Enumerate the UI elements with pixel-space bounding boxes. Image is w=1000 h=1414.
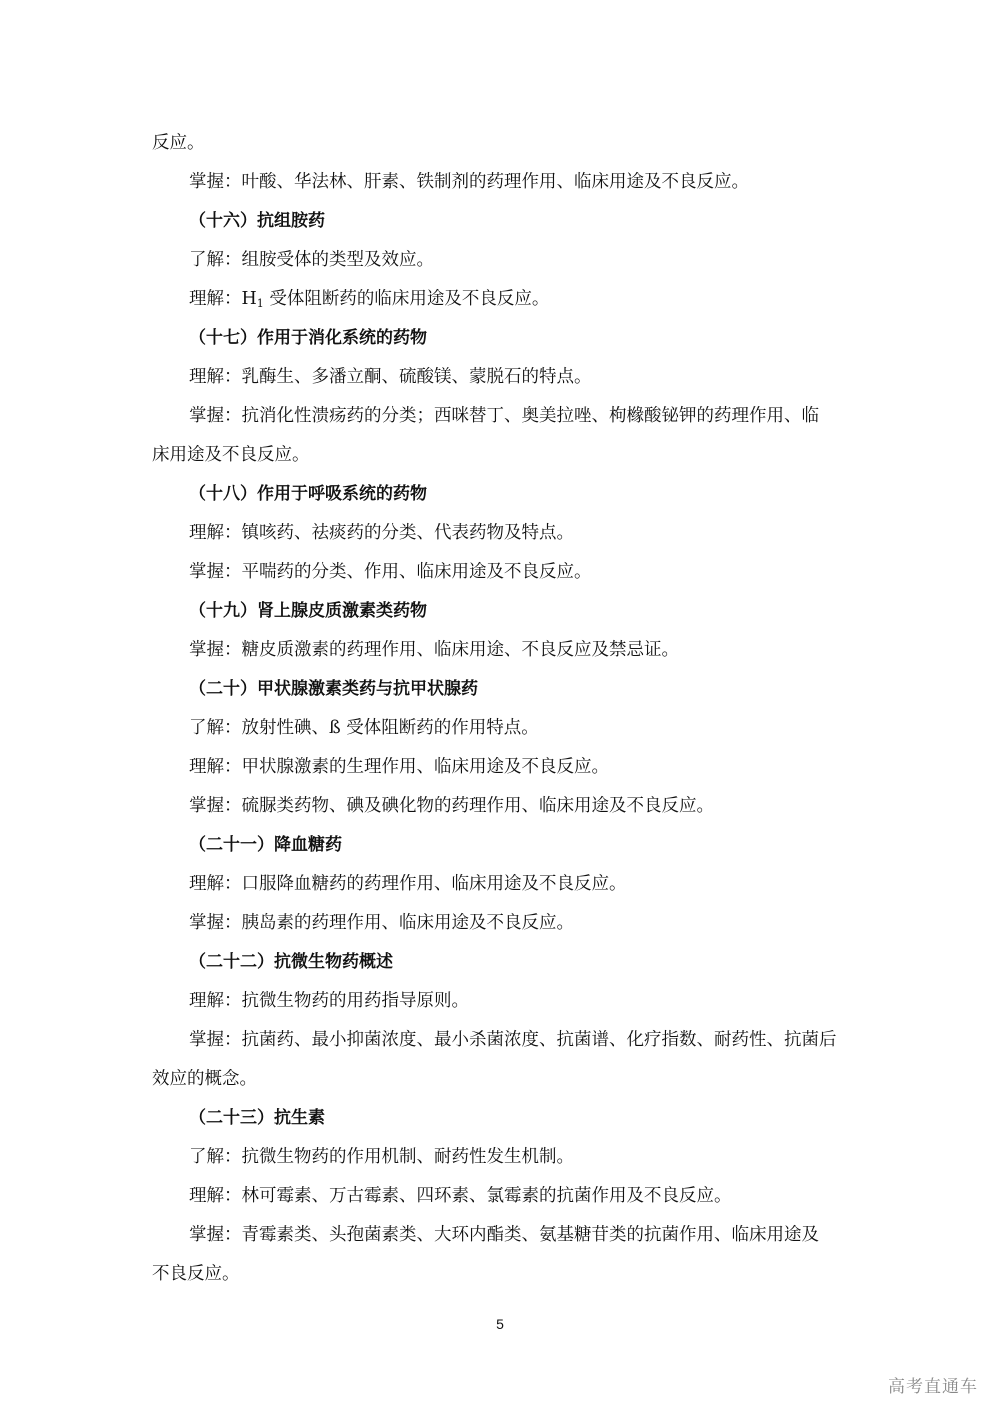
text-line: 反应。 xyxy=(152,133,205,153)
section-heading: （二十）甲状腺激素类药与抗甲状腺药 xyxy=(189,679,478,699)
section-heading: （十八）作用于呼吸系统的药物 xyxy=(189,484,427,504)
text-line: 理解：镇咳药、祛痰药的分类、代表药物及特点。 xyxy=(189,523,574,543)
text-line: 理解：林可霉素、万古霉素、四环素、氯霉素的抗菌作用及不良反应。 xyxy=(189,1186,732,1206)
text-line: 掌握：硫脲类药物、碘及碘化物的药理作用、临床用途及不良反应。 xyxy=(189,796,714,816)
page-number: 5 xyxy=(496,1316,504,1332)
section-heading: （二十一）降血糖药 xyxy=(189,835,342,855)
section-heading: （二十三）抗生素 xyxy=(189,1108,325,1128)
text-line: 理解：抗微生物药的用药指导原则。 xyxy=(189,991,469,1011)
document-body xyxy=(152,124,852,1294)
text-line: 理解：甲状腺激素的生理作用、临床用途及不良反应。 xyxy=(189,757,609,777)
text-segment: 受体阻断药的临床用途及不良反应。 xyxy=(263,289,550,309)
watermark: 高考直通车 xyxy=(888,1377,978,1397)
section-heading: （十六）抗组胺药 xyxy=(189,211,325,231)
text-line: 床用途及不良反应。 xyxy=(152,445,310,465)
section-heading: （十七）作用于消化系统的药物 xyxy=(189,328,427,348)
text-line: 理解：口服降血糖药的药理作用、临床用途及不良反应。 xyxy=(189,874,627,894)
text-line: 不良反应。 xyxy=(152,1264,240,1284)
text-line: 掌握：抗消化性溃疡药的分类；西咪替丁、奥美拉唑、枸橼酸铋钾的药理作用、临 xyxy=(189,406,819,426)
text-line: 了解：抗微生物药的作用机制、耐药性发生机制。 xyxy=(189,1147,574,1167)
text-line: 掌握：胰岛素的药理作用、临床用途及不良反应。 xyxy=(189,913,574,933)
text-line xyxy=(152,280,852,319)
text-line: 掌握：青霉素类、头孢菌素类、大环内酯类、氨基糖苷类的抗菌作用、临床用途及 xyxy=(189,1225,819,1245)
text-line: 效应的概念。 xyxy=(152,1069,257,1089)
text-line: 掌握：抗菌药、最小抑菌浓度、最小杀菌浓度、抗菌谱、化疗指数、耐药性、抗菌后 xyxy=(189,1030,837,1050)
text-line: 了解：放射性碘、ß 受体阻断药的作用特点。 xyxy=(189,718,539,738)
text-line: 掌握：叶酸、华法林、肝素、铁制剂的药理作用、临床用途及不良反应。 xyxy=(189,172,749,192)
text-segment: 理解：H xyxy=(189,289,257,309)
text-line: 掌握：平喘药的分类、作用、临床用途及不良反应。 xyxy=(189,562,592,582)
subscript: 1 xyxy=(256,297,264,310)
section-heading: （二十二）抗微生物药概述 xyxy=(189,952,393,972)
text-line: 掌握：糖皮质激素的药理作用、临床用途、不良反应及禁忌证。 xyxy=(189,640,679,660)
text-line: 理解：乳酶生、多潘立酮、硫酸镁、蒙脱石的特点。 xyxy=(189,367,592,387)
text-line: 了解：组胺受体的类型及效应。 xyxy=(189,250,434,270)
section-heading: （十九）肾上腺皮质激素类药物 xyxy=(189,601,427,621)
